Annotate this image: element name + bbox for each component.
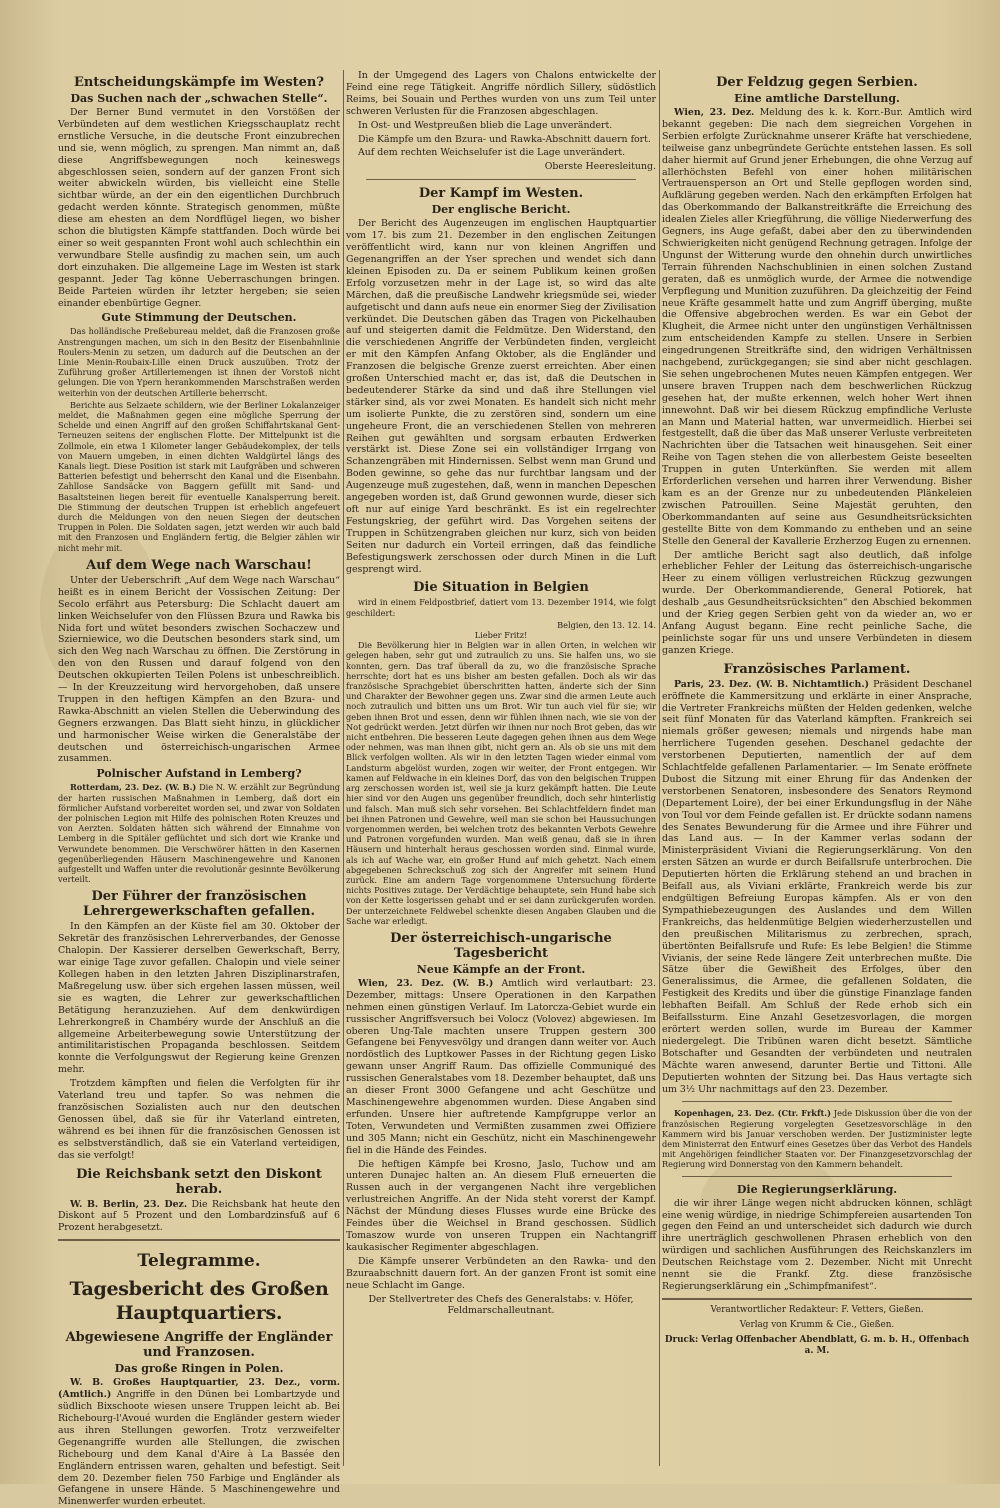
column-middle (346, 70, 656, 1466)
imprint-printer: Druck: Verlag Offenbacher Abendblatt, G. m. b. H., Offenbach a. M. (664, 1334, 970, 1356)
article-text: Die Reichsbank hat heute den Diskont auf 5 Prozent und den Lombardzinsfuß auf 6 Prozent herabgesetzt. (58, 1198, 340, 1234)
article-paragraph (346, 978, 656, 1157)
headline: Französisches Parlament. (723, 661, 911, 677)
article-paragraph: wird in einem Feldpostbrief, datiert vom 13. Dezember 1914, wie folgt geschildert: (346, 597, 656, 618)
dateline: Rotterdam, 23. Dez. (W. B.) (70, 782, 197, 793)
article-paragraph: Der amtliche Bericht sagt also deutlich, daß infolge erheblicher Fehler der Leitung das österreichisch-ungarische Heer zu einem völligen verlustreichen Rückzug gezwungen wurde. Der Oberkommandierende, General Potiorek, hat deshalb „aus Gesundheitsrücksichten“ den Abschied bekommen und der Krieg gegen Serbien geht von da wieder an, wo er Anfang August begann. Eine recht peinliche Sache, die peinlichste sogar für uns und unsere Verbündeten in diesem ganzen Kriege. (662, 549, 972, 656)
letter-body: Die Bevölkerung hier in Belgien war in allen Orten, in welchen wir gelegen haben, sehr gut und zutraulich zu uns. Sie halfen uns, wo sie konnten, gern. Das traf überall da zu, wo die französische Sprache herrschte; dort hat es uns bisher am besten gefallen. Doch als wir das französische Sprachgebiet überschritten hatten, änderte sich der Sinn und Charakter der Bewohner gegen uns. Zwar sind die armen Leute auch noch zutraulich und bitten uns um Brot. Wir tun auch viel für sie; wir geben ihnen Brot und essen, denn wir fühlen ihnen nach, wie sie von der Not gedrückt werden. Jetzt dürfen wir ihnen nur noch Brot geben, das wir nicht entbehren. Die besseren Leute dagegen gehen ihnen aus dem Wege oder nehmen, was man ihnen gibt, nicht gern an. Als ob sie uns mit dem Blick verfolgen wollten. Als wir in den letzten Tagen wieder einmal vom Landsturm abgelöst wurden, zogen wir weiter, der Front entgegen. Wir kamen auf Feldwache in ein kleines Dorf, das von den belgischen Truppen arg zerschossen worden ist, weil sie ja kurz gekämpft hatten. Die Leute hier sind vor den Augen uns gegenüber freundlich, doch sehr hinterlistig und falsch. Man muß sich sehr vorsehen. Bei Schlachtfeldern findet man bei ihnen Patronen und Gewehre, weil man sie schon bei Haussuchungen vorgenommen werden, bei welchen trotz des bekannten Verbots Gewehre und Patronen vorgefunden wurden. Man weiß genau, daß sie in ihren Häusern und hinterhalt heraus geschossen worden sind. Einmal wurde, als ich auf Wache war, ein großer Hund auf mich gehetzt. Nach einem abgegebenen Schreckschuß zog sich der Angreifer mit seinem Hund zurück. Eine am andern Tage vorgenommene Untersuchung förderte nichts Positives zutage. Der Verdächtige behauptete, sein Hund habe sich von der Kette losgerissen gehabt und er sei dann zurückgerufen worden. Der unterzeichnete Feldwebel schenkte diesen Angaben Glauben und die Sache war erledigt. (346, 640, 656, 926)
dateline: Wien, 23. Dez. (674, 107, 755, 118)
article-paragraph: Trotzdem kämpften und fielen die Verfolgten für ihr Vaterland treu und tapfer. So was nehmen die französischen Sozialisten auch nur den deutschen Genossen übel, daß sie für ihr Vaterland eintreten, während es bei ihnen für die französischen Genossen ist es selbstverständlich, daß sie ein Vaterland verteidigen, das sie verfolgt! (58, 1078, 340, 1161)
letter-salutation: Lieber Fritz! (474, 630, 528, 641)
letter-date: Belgien, den 13. 12. 14. (557, 619, 656, 630)
article-paragraph: Der Berner Bund vermutet in den Vorstößen der Verbündeten auf dem westlichen Kriegsschauplatz recht ernstliche Versuche, in die deutsche Front einzubrechen und sie, wenn möglich, zu sprengen. Man nimmt an, daß diese Angriffsbewegungen noch keineswegs abgeschlossen seien, sondern auf der ganzen Front sich weiter abwickeln würden, bis vielleicht eine Stelle sichtbar würde, an der ein den eigentlichen Durchbruch gedacht werden könnte. Strategisch genommen, müßte diese am ehesten an dem Nordflügel liegen, wo bisher schon die blutigsten Kämpfe stattfanden. Doch würde bei einer so weit gespannten Front wohl auch schlechthin ein verwundbare Stelle ausfindig zu machen sein, um auch dort einzuhaken. Die allgemeine Lage im Westen ist stark gespannt. Jeder Tag könne Ueberraschungen bringen. Beide Parteien würden ihr letzter hergeben; sie seien einander ebenbürtige Gegner. (58, 107, 340, 309)
imprint-editor: Verantwortlicher Redakteur: F. Vetters, Gießen. (710, 1304, 924, 1315)
article-paragraph (662, 1108, 972, 1169)
subheadline: Eine amtliche Darstellung. (734, 92, 900, 105)
headline: Die Situation in Belgien (413, 580, 589, 596)
article-paragraph (58, 1377, 340, 1508)
article-paragraph: die wir ihrer Länge wegen nicht abdrucken können, schlägt eine wenig würdige, in niedrige Schimpfereien ausartenden Ton gegen den Feind an und unterscheidet sich dadurch wie durch ihre unerträglich geschwollenen Phrasen erheblich von den würdigen und sachlichen Ausführungen des Reichskanzlers im Deutschen Reichstage vom 2. Dezember. Nicht mit Unrecht nennt sie die Frankf. Ztg. diese französische Regierungserklärung ein „Schimpfmanifest“. (662, 1197, 972, 1292)
signature: Der Stellvertreter des Chefs des Generalstabs: v. Höfer, Feldmarschalleutnant. (368, 1293, 634, 1317)
section-title: Telegramme. (137, 1251, 261, 1272)
headline: Auf dem Wege nach Warschau! (86, 557, 312, 573)
dateline: Wien, 23. Dez. (W. B.) (358, 977, 494, 989)
column-left (58, 70, 340, 1508)
article-text: Angriffe in den Dünen bei Lombartzyde und südlich Bixschoote wiesen unsere Truppen leicht ab. Bei Richebourg-l'Avoué wurden die Engländer gestern wieder aus ihren Stellungen geworfen. Trotz verzweifelter Gegenangriffe wurden alle Stellungen, die zwischen Richebourg und dem Kanal d'Aire à La Bassée den Engländern entrissen waren, gehalten und befestigt. Seit dem 20. Dezember fielen 750 Farbige und Engländer als Gefangene in unsere Hände. 5 Maschinengewehre und Minenwerfer wurden erbeutet. (58, 1389, 340, 1508)
subheadline: Polnischer Aufstand in Lemberg? (96, 767, 302, 781)
column-right (662, 70, 972, 1466)
signature: Oberste Heeresleitung. (544, 161, 656, 173)
headline: Der Kampf im Westen. (418, 186, 584, 202)
article-paragraph: In den Kämpfen an der Küste fiel am 30. Oktober der Sekretär des französischen Lehrerverbandes, der Genosse Chalopin. Der Kassierer derselben Gewerkschaft, Berry, war einige Tage zuvor gefallen. Chalopin und viele seiner Kollegen haben in den letzten Jahren Disziplinarstrafen, Maßregelung usw. über sich ergehen lassen müssen, weil sie es wagten, die Lehrer zur gewerkschaftlichen Betätigung heranzuziehen. Auf dem denkwürdigen Lehrerkongreß in Chambéry wurde der Anschluß an die allgemeine Arbeiterbewegung sowie Unterstützung der antimilitaristischen Propaganda beschlossen. Seitdem konnte die Verfolgungswut der Regierung keine Grenzen mehr. (58, 921, 340, 1076)
section-divider (662, 1298, 972, 1300)
headline-large: Tagesbericht des Großen Hauptquartiers. (69, 1278, 329, 1325)
headline: Der österreichisch-ungarische Tagesbericht (390, 930, 612, 961)
article-text: Meldung des k. k. Korr.-Bur. Amtlich wird bekannt gegeben: Die nach dem siegreichen Vorgehen in Serbien erfolgte Zurücknahme unserer Kräfte hat verschiedene, teilweise ganz unbegründete Gerüchte entstehen lassen. Es soll daher hiermit auf Grund jener Erhebungen, die ohne Verzug auf allerhöchsten Befehl von einer hohen militärischen Vertrauensperson an Ort und Stelle gepflogen worden sind, Aufklärung gegeben werden. Nach den erkämpften Erfolgen hat das Oberkommando der Balkanstreitkräfte die Erreichung des idealen Zieles aller Kriegführung, die völlige Niederwerfung des Gegners, ins Auge gefaßt, dabei aber den zu überwindenden Schwierigkeiten nicht genügend Rechnung getragen. Infolge der Ungunst der Witterung wurde den ohnehin durch unwirtliches Terrain führenden Nachschublinien in einen solchen Zustand geraten, daß es unmöglich wurde, der Armee die notwendige Verpflegung und Munition zuzuführen. Da gleichzeitig der Feind neue Kräfte gesammelt hatte und zum Angriff überging, mußte die Offensive abgebrochen werden. Es war ein Gebot der Klugheit, die Armee nicht unter den ungünstigen Verhältnissen zum entscheidenden Kampfe zu stellen. Unsere in Serbien eingedrungenen Streitkräfte sind, den widrigen Verhältnissen nachgebend, zurückgegangen; sie sind aber nicht geschlagen. Sie sehen ungebrochenen Mutes neuen Kämpfen entgegen. Wer unsere braven Truppen nach dem beschwerlichen Rückzug gesehen hat, der mußte erkennen, welch hoher Wert ihnen innewohnt. Daß wir bei diesem Rückzug empfindliche Verluste an Mann und Material hatten, war unvermeidlich. Hierbei sei festgestellt, daß die über das Maß unserer Verluste verbreiteten Nachrichten über die Tatsachen weit hinausgehen. Seit einer Reihe von Tagen stehen die von allerbestem Geiste beseelten Truppen in guten Unterkünften. Sie werden mit allem Erforderlichen versehen und harren ihrer Verwendung. Bisher kam es an der Grenze nur zu unbedeutenden Plänkeleien zwischen Patrouillen. Seine Majestät geruhten, den Oberkommandanten auf seine aus Gesundheitsrücksichten gestellte Bitte von dem Kommando zu entheben und an seine Stelle den General der Kavallerie Erzherzog Eugen zu ernennen. (662, 107, 972, 547)
article-paragraph: Unter der Ueberschrift „Auf dem Wege nach Warschau“ heißt es in einem Bericht der Vossischen Zeitung: Der Secolo erfährt aus Petersburg: Die Schlacht dauert am linken Weichselufer von den Flüssen Bzura und Rawka bis Nida fort und wütet besonders zwischen Sochaczew und Szierniewice, wo die Deutschen besonders stark sind, um sich den Weg nach Warschau zu öffnen. Die Zerstörung in den von den Russen und darauf folgend von den Deutschen okkupierten Teilen Polens ist unbeschreiblich. — In der Kreuzzeitung wird hervorgehoben, daß unsere Truppen in den heftigen Kämpfen an den Bzura- und Rawka-Abschnitt an vielen Stellen die Ueberwindung des Gegners erzwangen. Das Blatt sieht hinzu, in glücklicher und harmonischer Weise wirken die Generalstäbe der deutschen und österreichisch-ungarischen Armee zusammen. (58, 574, 340, 765)
headline: Die Reichsbank setzt den Diskont herab. (76, 1166, 322, 1197)
subheadline: Neue Kämpfe an der Front. (416, 962, 586, 976)
dateline: W. B. Berlin, 23. Dez. (70, 1198, 188, 1210)
article-text: Jede Diskussion über die von der französischen Regierung vorgelegten Gesetzesvorschläge in den Kammern wird bis Januar verschoben werden. Der Justizminister legte dem Ministerrat den Entwurf eines Gesetzes über das Verbot des Handels mit Angehörigen feindlicher Staaten vor. Der Finanzgesetzvorschlag der Regierung wird Donnerstag von den Kammern behandelt. (662, 1108, 972, 1170)
section-divider (682, 1176, 952, 1177)
article-paragraph: Das holländische Preßebureau meldet, daß die Franzosen große Anstrengungen machen, um sich in den Besitz der Eisenbahnlinie Roulers-Menin zu setzen, um dadurch auf die Deutschen an der Linie Menin-Roubaix-Lille einen Druck auszuüben. Trotz der Zuführung großer Artilleriemengen ist ihnen der Vorstoß nicht gelungen. Die von Ypern herankommenden Marschstraßen werden weiterhin von der deutschen Artillerie beherrscht. (58, 326, 340, 398)
imprint-publisher: Verlag von Krumm & Cie., Gießen. (739, 1319, 895, 1330)
headline: Der Führer der französischen Lehrergewerkschaften gefallen. (83, 889, 315, 920)
subheadline: Das große Ringen in Polen. (114, 1362, 284, 1376)
subheadline: Die Regierungserklärung. (736, 1182, 898, 1196)
article-paragraph (58, 1199, 340, 1235)
article-paragraph: Die heftigen Kämpfe bei Krosno, Jaslo, Tuchow und am unteren Dunajec halten an. An diesem Fluß erneuerten die Russen auch in der vergangenen Nacht ihre vergeblichen verlustreichen Angriffe. An der Nida steht vorerst der Kampf. Nächst der Mündung dieses Flusses wurde eine Brücke des Feindes über die Weichsel in Brand geschossen. Südlich Tomaszow wurde von unseren Truppen ein Nachtangriff kaukasischer Regimenter abgeschlagen. (346, 1158, 656, 1253)
article-paragraph (662, 107, 972, 548)
article-text: Präsident Deschanel eröffnete die Kammersitzung und erklärte in einer Ansprache, die Vertreter Frankreichs müßten der Helden gedenken, welche seit fünf Monaten für das Vaterland kämpften. Frankreich sei niemals größer gewesen; niemals und nirgends habe man herrlichere Tugenden gesehen. Deschanel gedachte der verstorbenen Deputierten, namentlich der auf dem Schlachtfelde gefallenen Parlamentarier. — Im Senate eröffnete Dubost die Sitzung mit einer Ehrung für das Andenken der verstorbenen Senatoren, insbesondere des Senators Reymond (Departement Loire), der bei einer Erkundungsflug in der Nähe von Toul vor dem Feinde gefallen ist. Er drückte sodann namens des Senates Bewunderung für die Armee und ihre Führer und das Land aus. — In der Kammer verlas sodann der Ministerpräsident Viviani die Regierungserklärung. Von den ersten Sätzen an wurde er durch Beifallsrufe unterbrochen. Die Deputierten hörten die Erklärung stehend an und brachen in Beifall aus, als Viviani erklärte, Frankreich werde bis zur endgültigen Befreiung Europas kämpfen. Als er von den Sympathiebezeugungen des Auslandes und dem Willen Frankreichs, das heldenmütige Belgien wiederherzustellen und den preußischen Militarismus zu zerbrechen, sprach, übertönten Beifallsrufe und Rufe: Es lebe Belgien! die Stimme Vivianis, der seine Rede längere Zeit unterbrechen mußte. Die Sätze über die Gewißheit des Erfolges, über den Generalissimus, die Armee, die gefallenen Soldaten, die Festigkeit des Kredits und über die günstige Finanzlage fanden lebhaften Beifall. Am Schluß der Rede erhob sich ein Beifallssturm. Eine Anzahl Gesetzesvorlagen, die morgen erörtert werden sollen, wurde im Bureau der Kammer niedergelegt. Die Tribünen waren dicht besetzt. Sämtliche Botschafter und Gesandten der verbündeten und neutralen Mächte waren anwesend, darunter Bertie und Tittoni. Alle Deputierten wohnten der Sitzung bei. Das Haus vertagte sich um 3½ Uhr nachmittags auf den 23. Dezember. (662, 678, 972, 1095)
dateline: Kopenhagen, 23. Dez. (Ctr. Frkft.) (674, 1108, 831, 1119)
headline: Entscheidungskämpfe im Westen? (73, 75, 325, 90)
section-divider (366, 179, 636, 180)
dateline: W. B. Großes Hauptquartier, 23. Dez., vorm. (Amtlich.) (58, 1377, 340, 1401)
headline: Abgewiesene Angriffe der Engländer und Franzosen. (65, 1330, 333, 1361)
column-rule (659, 70, 660, 1466)
subheadline: Gute Stimmung der Deutschen. (101, 311, 297, 325)
subheadline: Der englische Bericht. (431, 203, 571, 217)
column-rule (343, 70, 344, 1466)
section-divider (682, 1101, 952, 1102)
article-paragraph: Der Bericht des Augenzeugen im englischen Hauptquartier vom 17. bis zum 21. Dezember in den englischen Zeitungen veröffentlicht wird, kann nur von kleinen Angriffen und Gegenangriffen an der Yser sprechen und wendet sich dann kleinen Episoden zu. Da er seinem Publikum keinen großen Erfolg vorzusetzen mehr in der Lage ist, so wird das alte Märchen, daß die preußische Landwehr kriegsmüde sei, wieder aufgetischt und dann aufs neue ein enormer Sieg der Zivilisation verkündet. Die Deutschen gäben das Tragen von Pickelhauben auf und steigerten damit die Feldmütze. Den Widerstand, den die verschiedenen Angriffe der Verbündeten finden, vergleicht er mit den Kämpfen Anfang Oktober, als die Engländer und Franzosen die belgische Grenze zuerst erreichten. Aber einen großen Unterschied macht er, das ist, daß die Deutschen in bedeutenderer Stärke da sind und daß ihre Stellungen viel stärker sind, als vor zwei Monaten. Es handelt sich nicht mehr um isolierte Punkte, die zu zerstören sind, sondern um eine ungeheure Front, die an verschiedenen Stellen von mehreren Reihen gut gewählten und sorgsam erbauten Erdwerken verstärkt ist. Diese Zone sei ein vollständiger Irrgang von Schanzengräben mit Hindernissen. Selbst wenn man Grund und Boden gewinne, so gehe das nur furchtbar langsam und der Augenzeuge muß zugestehen, daß, wenn in manchen Depeschen angegeben worden ist, daß Grund gewonnen wurde, dieser sich oft nur auf einige Yard beschränkt. Es ist ein regelrechter Festungskrieg, der geführt wird. Das Vorgehen seitens der Truppen in Schützengraben gleichen nur kurz, sich von beiden Seiten nur dadurch ein Vorteil erringen, daß das feindliche Befestigungswerk zerschossen oder durch Minen in die Luft gesprengt wird. (346, 218, 656, 575)
article-paragraph: In der Umgegend des Lagers von Chalons entwickelte der Feind eine rege Tätigkeit. Angriffe nördlich Sillery, südöstlich Reims, bei Souain und Perthes wurden von uns zum Teil unter schweren Verlusten für die Franzosen abgeschlagen. (346, 70, 656, 117)
article-paragraph: In Ost- und Westpreußen blieb die Lage unverändert. (358, 119, 613, 131)
article-paragraph: Auf dem rechten Weichselufer ist die Lage unverändert. (358, 147, 626, 159)
article-paragraph: Die Kämpfe unserer Verbündeten an den Rawka- und den Bzuraabschnitt dauern fort. An der ganzen Front ist somit eine neue Schlacht im Gange. (346, 1255, 656, 1291)
dateline: Paris, 23. Dez. (W. B. Nichtamtlich.) (674, 678, 870, 690)
headline: Der Feldzug gegen Serbien. (716, 75, 918, 90)
article-paragraph (662, 679, 972, 1096)
article-paragraph: Die Kämpfe um den Bzura- und Rawka-Abschnitt dauern fort. (358, 133, 651, 145)
article-text: Die N. W. erzählt zur Begründung der harten russischen Maßnahmen in Lemberg, daß dort ein förmlicher Aufstand vorbereitet worden sei, und zwar von Soldaten der polnischen Legion mit Hilfe des polnischen Roten Kreuzes und von Aerzten. Soldaten hätten sich während der Einnahme von Lemberg in die Spitäler geflüchtet und sich dort wie Kranke und Verwundete benommen. Die Verschwörer hätten in den Kasernen gegenüberliegenden Häusern Maschinengewehre und Kanonen aufgestellt und Waffen unter die revolutionär gesinnte Bevölkerung verteilt. (58, 782, 340, 885)
subheadline: Das Suchen nach der „schwachen Stelle“. (70, 92, 328, 105)
article-paragraph: Berichte aus Selzaete schildern, wie der Berliner Lokalanzeiger meldet, die Maßnahmen gegen eine mögliche Sperrung der Schelde und einen Angriff auf den großen Schiffahrtskanal Gent-Terneuzen seitens der englischen Flotte. Der Mittelpunkt ist die Zollmole, ein etwa 1 Kilometer langer Gebäudekomplex, der teils von Mauern umgeben, in einen dichten Waldgürtel längs des Kanals liegt. Diese Position ist stark mit Laufgräben und schweren Batterien befestigt und beherrscht den Kanal und die Eisenbahn. Zahllose Sandsäcke von Baggern gefüllt mit Sand- und Basaltsteinen liegen bereit für eventuelle Kanalsperrung bereit. Die Stimmung der deutschen Truppen ist erheblich angefeuert durch die Meldungen von den neuen Siegen der deutschen Truppen in Polen. Die Soldaten sagen, jetzt werden wir auch bald mit den Franzosen und Engländern fertig, die Belgier zählen wir nicht mehr mit. (58, 399, 340, 553)
section-divider (58, 1239, 340, 1241)
article-paragraph (58, 782, 340, 884)
article-text: Amtlich wird verlautbart: 23. Dezember, mittags: Unsere Operationen in den Karpathen nehmen einen günstigen Verlauf. Im Latorcza-Gebiet wurde ein russischer Angriffsversuch bei Volocz (Volovez) abgewiesen. Im oberen Ung-Tale machten unsere Truppen gestern 300 Gefangene bei Fenyvesvölgy und drangen dann weiter vor. Auch nordöstlich des Luptkower Passes in der Richtung gegen Lisko gewann unser Angriff Raum. Das offizielle Communiqué des russischen Generalstabes vom 18. Dezember behauptet, daß uns an dieser Front 3000 Gefangene und acht Geschütze und Maschinengewehre abgenommen wurden. Diese Angaben sind erfunden. Unsere hier auftretende Kampfgruppe verlor an Toten, Verwundeten und Vermißten zusammen zwei Offiziere und 305 Mann; nicht ein Geschütz, nicht ein Maschinengewehr fiel in die Hände des Feindes. (346, 977, 656, 1156)
